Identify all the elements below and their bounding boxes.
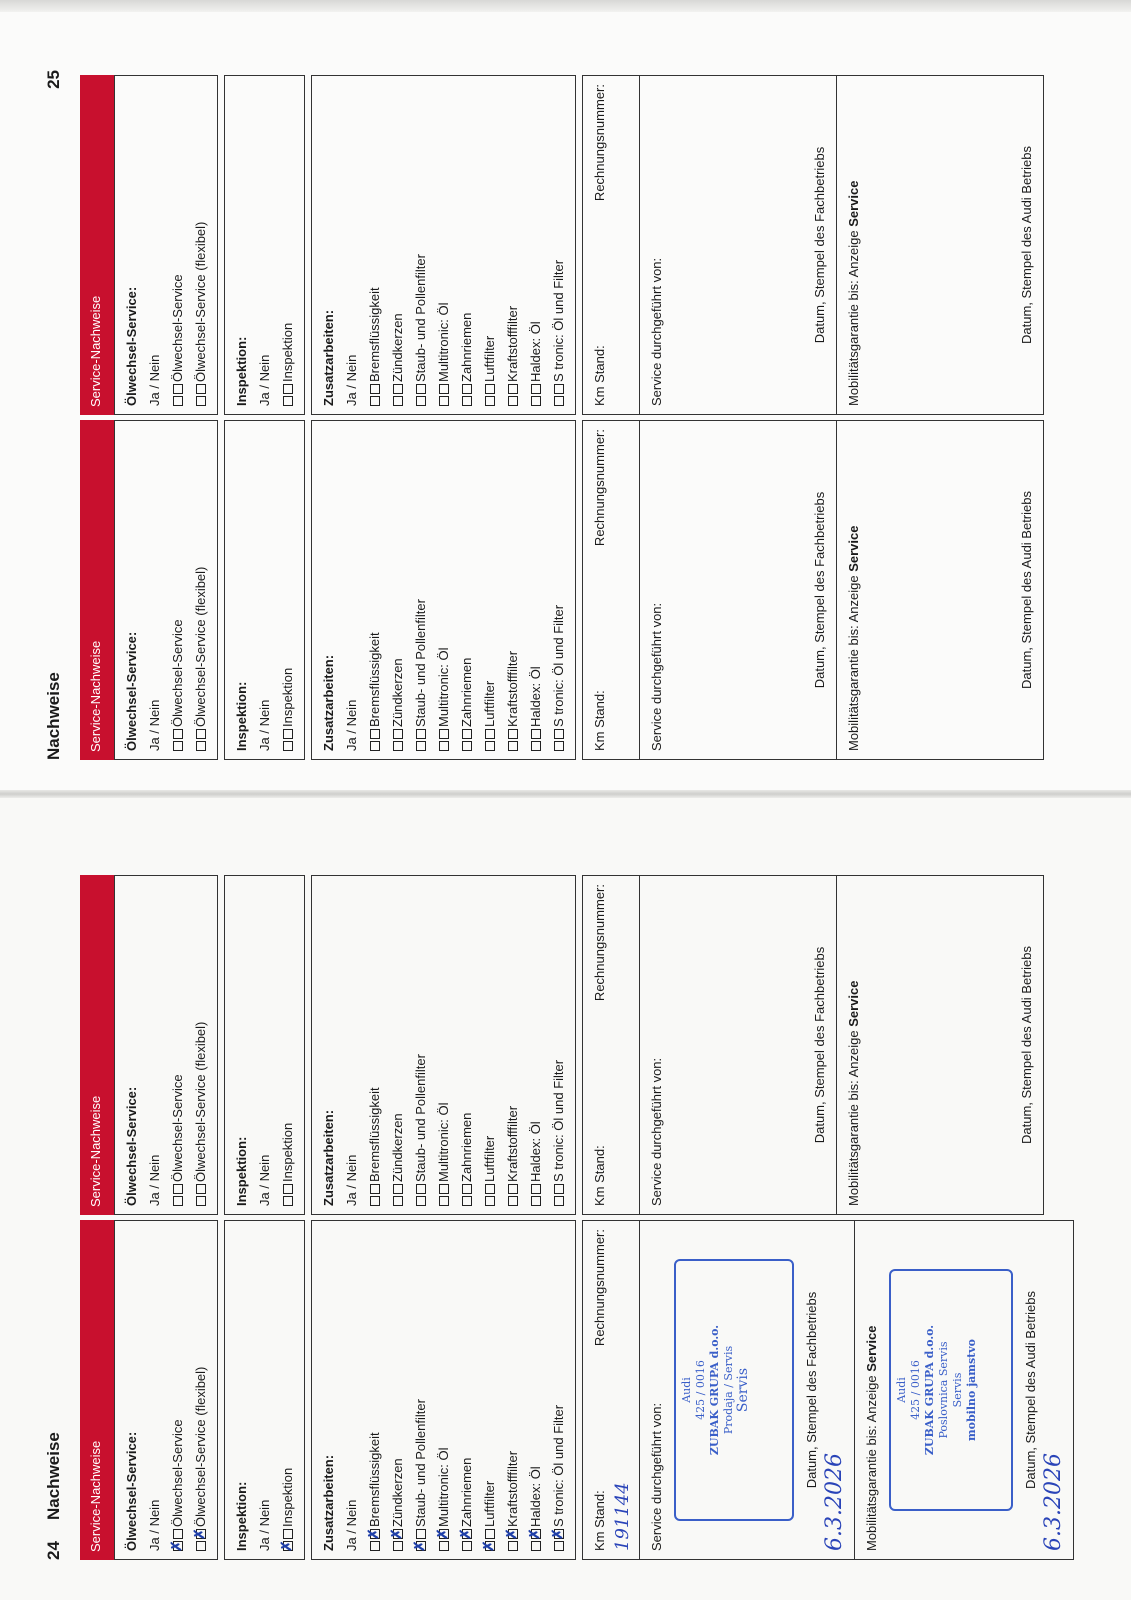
checkbox-yes[interactable] xyxy=(196,741,206,751)
km-invoice-box xyxy=(582,875,640,1215)
extra-work-box xyxy=(311,1220,576,1560)
checkbox-no[interactable] xyxy=(531,384,541,394)
checkbox-no[interactable] xyxy=(485,1184,495,1194)
checkbox-no[interactable] xyxy=(416,729,426,739)
km-value-handwritten: 191144 xyxy=(612,1482,633,1551)
yes-no-label: Ja / Nein xyxy=(257,699,272,751)
oil-service-box xyxy=(114,420,218,760)
extra-item: Kraftstofffilter xyxy=(501,84,524,406)
invoice-label: Rechnungsnummer: xyxy=(592,884,607,1002)
extra-item: ✗ Zündkerzen xyxy=(386,1229,409,1551)
checkbox-yes-checked[interactable] xyxy=(283,1541,293,1551)
extra-item: Haldex: Öl xyxy=(524,429,547,751)
checkbox-no[interactable] xyxy=(485,1529,495,1539)
checkbox-yes[interactable] xyxy=(173,396,183,406)
service-record-column xyxy=(80,75,1044,415)
checkbox-yes[interactable] xyxy=(531,396,541,406)
checkbox-no[interactable] xyxy=(173,729,183,739)
inspection-option: Inspektion xyxy=(276,429,299,751)
extra-item: S tronic: Öl und Filter xyxy=(547,84,570,406)
yes-no-label: Ja / Nein xyxy=(344,699,359,751)
oil-heading: Ölwechsel-Service: xyxy=(124,286,139,406)
checkbox-no[interactable] xyxy=(283,1529,293,1539)
checkbox-yes[interactable] xyxy=(531,1196,541,1206)
checkbox-no[interactable] xyxy=(508,1184,518,1194)
checkbox-yes[interactable] xyxy=(462,1196,472,1206)
performed-by-label: Service durchgeführt von: xyxy=(649,1057,664,1206)
km-label: Km Stand: xyxy=(592,690,607,751)
checkbox-yes[interactable] xyxy=(485,741,495,751)
km-invoice-box xyxy=(582,420,640,760)
inspection-box xyxy=(224,420,305,760)
dealer-signature-label: Datum, Stempel des Fachbetriebs xyxy=(812,146,827,344)
mobility-label: Mobilitätsgarantie bis: Anzeige Service xyxy=(846,525,861,751)
inspection-box xyxy=(224,1220,305,1560)
inspection-heading: Inspektion: xyxy=(234,681,249,751)
oil-heading: Ölwechsel-Service: xyxy=(124,1431,139,1551)
checkbox-no[interactable] xyxy=(439,1184,449,1194)
inspection-heading: Inspektion: xyxy=(234,1481,249,1551)
oil-option-2: Ölwechsel-Service (flexibel) xyxy=(189,884,212,1206)
checkbox-no[interactable] xyxy=(439,384,449,394)
extra-item: Zündkerzen xyxy=(386,884,409,1206)
checkbox-yes[interactable] xyxy=(485,396,495,406)
checkbox-yes[interactable] xyxy=(439,1541,449,1551)
checkbox-yes[interactable] xyxy=(173,741,183,751)
checkbox-yes[interactable] xyxy=(531,1541,541,1551)
checkbox-yes[interactable] xyxy=(283,1196,293,1206)
oil-service-box xyxy=(114,1220,218,1560)
checkbox-no-checked[interactable] xyxy=(439,1529,449,1539)
checkbox-no[interactable] xyxy=(370,1184,380,1194)
checkbox-no[interactable] xyxy=(416,1184,426,1194)
checkbox-no[interactable] xyxy=(393,384,403,394)
extra-work-box xyxy=(311,875,576,1215)
page-fold xyxy=(0,790,1131,798)
page-title: Nachweise xyxy=(44,672,63,760)
checkbox-yes[interactable] xyxy=(283,396,293,406)
service-record-column xyxy=(80,875,1044,1215)
km-invoice-box xyxy=(582,1220,640,1560)
extra-heading: Zusatzarbeiten: xyxy=(321,1109,336,1206)
oil-option-1: ✗ Ölwechsel-Service xyxy=(166,1229,189,1551)
extra-item: Kraftstofffilter xyxy=(501,429,524,751)
performed-by-label: Service durchgeführt von: xyxy=(649,1402,664,1551)
audi-signature-label: Datum, Stempel des Audi Betriebs xyxy=(1019,146,1034,344)
checkbox-yes[interactable] xyxy=(508,396,518,406)
checkbox-no[interactable] xyxy=(554,729,564,739)
performed-by-label: Service durchgeführt von: xyxy=(649,257,664,406)
inspection-box xyxy=(224,75,305,415)
checkbox-yes[interactable] xyxy=(508,1541,518,1551)
checkbox-no-checked[interactable] xyxy=(370,1529,380,1539)
extra-item: Zahnriemen xyxy=(455,429,478,751)
checkbox-yes-checked[interactable] xyxy=(485,1541,495,1551)
checkbox-yes[interactable] xyxy=(462,396,472,406)
invoice-label: Rechnungsnummer: xyxy=(592,84,607,202)
checkbox-yes[interactable] xyxy=(196,1196,206,1206)
checkbox-yes[interactable] xyxy=(393,1196,403,1206)
mobility-box xyxy=(837,75,1044,415)
mobility-box xyxy=(837,875,1044,1215)
checkbox-yes[interactable] xyxy=(393,1541,403,1551)
extra-item: ✗ S tronic: Öl und Filter xyxy=(547,1229,570,1551)
extra-item: Zündkerzen xyxy=(386,84,409,406)
checkbox-yes[interactable] xyxy=(462,741,472,751)
oil-option-1: Ölwechsel-Service xyxy=(166,429,189,751)
inspection-option: Inspektion xyxy=(276,884,299,1206)
audi-date-handwritten: 6.3.2026 xyxy=(1041,1453,1066,1551)
checkbox-yes[interactable] xyxy=(439,396,449,406)
page-25-content xyxy=(40,70,1080,760)
extra-item: Zündkerzen xyxy=(386,429,409,751)
inspection-option: Inspektion xyxy=(276,84,299,406)
page-header xyxy=(40,70,80,760)
yes-no-label: Ja / Nein xyxy=(257,1499,272,1551)
checkbox-no[interactable] xyxy=(416,384,426,394)
checkbox-no[interactable] xyxy=(462,729,472,739)
dealer-stamp: Audi 425 / 0016 ZUBAK GRUPA d.o.o. Prodaja / Servis Servis xyxy=(674,1259,794,1521)
oil-option-2: Ölwechsel-Service (flexibel) xyxy=(189,84,212,406)
performed-by-box xyxy=(640,420,837,760)
extra-item: Multitronic: Öl xyxy=(432,884,455,1206)
extra-item: ✗ Bremsflüssigkeit xyxy=(363,1229,386,1551)
service-record-column-filled xyxy=(80,1220,1074,1560)
extra-item: Kraftstofffilter xyxy=(501,884,524,1206)
extra-work-box xyxy=(311,75,576,415)
oil-service-box xyxy=(114,875,218,1215)
checkbox-yes[interactable] xyxy=(554,1541,564,1551)
checkbox-yes[interactable] xyxy=(508,741,518,751)
extra-heading: Zusatzarbeiten: xyxy=(321,654,336,751)
yes-no-label: Ja / Nein xyxy=(344,1154,359,1206)
yes-no-label: Ja / Nein xyxy=(344,354,359,406)
checkbox-no[interactable] xyxy=(196,729,206,739)
checkbox-no[interactable] xyxy=(173,1184,183,1194)
checkbox-yes[interactable] xyxy=(508,1196,518,1206)
checkbox-no[interactable] xyxy=(508,729,518,739)
checkbox-yes[interactable] xyxy=(531,741,541,751)
extra-item: Zahnriemen xyxy=(455,884,478,1206)
oil-option-2: ✗ Ölwechsel-Service (flexibel) xyxy=(189,1229,212,1551)
dealer-signature-label: Datum, Stempel des Fachbetriebs xyxy=(812,491,827,689)
checkbox-no-checked[interactable] xyxy=(393,1529,403,1539)
extra-item: Zahnriemen xyxy=(455,84,478,406)
page-number: 24 xyxy=(44,1541,63,1560)
checkbox-no[interactable] xyxy=(393,729,403,739)
checkbox-yes[interactable] xyxy=(416,1196,426,1206)
audi-stamp: Audi 425 / 0016 ZUBAK GRUPA d.o.o. Poslovnica Servis Servis mobilno jamstvo xyxy=(889,1269,1013,1511)
page-header xyxy=(40,860,80,1560)
checkbox-yes[interactable] xyxy=(370,1196,380,1206)
extra-item: Staub- und Pollenfilter xyxy=(409,884,432,1206)
checkbox-no[interactable] xyxy=(508,384,518,394)
checkbox-yes[interactable] xyxy=(370,396,380,406)
yes-no-label: Ja / Nein xyxy=(147,1154,162,1206)
checkbox-no[interactable] xyxy=(531,1184,541,1194)
oil-heading: Ölwechsel-Service: xyxy=(124,1086,139,1206)
checkbox-no[interactable] xyxy=(196,384,206,394)
km-label: Km Stand: xyxy=(592,345,607,406)
checkbox-yes[interactable] xyxy=(283,741,293,751)
checkbox-no[interactable] xyxy=(393,1184,403,1194)
checkbox-no[interactable] xyxy=(554,384,564,394)
dealer-signature-label: Datum, Stempel des Fachbetriebs xyxy=(812,946,827,1144)
checkbox-yes-checked[interactable] xyxy=(416,1541,426,1551)
inspection-box xyxy=(224,875,305,1215)
inspection-heading: Inspektion: xyxy=(234,336,249,406)
checkbox-yes[interactable] xyxy=(554,396,564,406)
inspection-heading: Inspektion: xyxy=(234,1136,249,1206)
extra-item: Staub- und Pollenfilter xyxy=(409,84,432,406)
checkbox-no[interactable] xyxy=(416,1529,426,1539)
record-header-band: Service-Nachweise xyxy=(80,875,114,1215)
checkbox-yes[interactable] xyxy=(439,741,449,751)
invoice-label: Rechnungsnummer: xyxy=(592,1229,607,1347)
mobility-box xyxy=(837,420,1044,760)
page-title: Nachweise xyxy=(44,1432,63,1520)
performed-by-label: Service durchgeführt von: xyxy=(649,602,664,751)
checkbox-yes-checked[interactable] xyxy=(173,1541,183,1551)
checkbox-no[interactable] xyxy=(370,729,380,739)
checkbox-no-checked[interactable] xyxy=(554,1529,564,1539)
checkbox-no[interactable] xyxy=(462,384,472,394)
checkbox-yes[interactable] xyxy=(554,1196,564,1206)
audi-signature-label: Datum, Stempel des Audi Betriebs xyxy=(1019,491,1034,689)
extra-item: Bremsflüssigkeit xyxy=(363,429,386,751)
dealer-signature-label: Datum, Stempel des Fachbetriebs xyxy=(804,1291,819,1489)
yes-no-label: Ja / Nein xyxy=(147,699,162,751)
mobility-label: Mobilitätsgarantie bis: Anzeige Service xyxy=(846,980,861,1206)
checkbox-yes[interactable] xyxy=(416,396,426,406)
checkbox-no[interactable] xyxy=(439,729,449,739)
record-header-band: Service-Nachweise xyxy=(80,75,114,415)
extra-item: ✗ Staub- und Pollenfilter xyxy=(409,1229,432,1551)
oil-option-1: Ölwechsel-Service xyxy=(166,84,189,406)
yes-no-label: Ja / Nein xyxy=(257,354,272,406)
checkbox-no-checked[interactable] xyxy=(508,1529,518,1539)
audi-signature-label: Datum, Stempel des Audi Betriebs xyxy=(1023,1291,1038,1489)
mobility-label: Mobilitätsgarantie bis: Anzeige Service xyxy=(864,1325,879,1551)
dealer-date-handwritten: 6.3.2026 xyxy=(822,1453,847,1551)
extra-item: Luftfilter xyxy=(478,884,501,1206)
extra-item: Luftfilter xyxy=(478,84,501,406)
mobility-box xyxy=(855,1220,1074,1560)
km-label: Km Stand: xyxy=(592,1145,607,1206)
oil-heading: Ölwechsel-Service: xyxy=(124,631,139,751)
checkbox-yes[interactable] xyxy=(393,396,403,406)
extra-item: ✗ Luftfilter xyxy=(478,1229,501,1551)
performed-by-box xyxy=(640,875,837,1215)
extra-item: Staub- und Pollenfilter xyxy=(409,429,432,751)
km-label: Km Stand: xyxy=(592,1490,607,1551)
page-24-content xyxy=(40,860,1080,1560)
checkbox-no[interactable] xyxy=(173,1529,183,1539)
record-header-band: Service-Nachweise xyxy=(80,1220,114,1560)
extra-item: ✗ Haldex: Öl xyxy=(524,1229,547,1551)
checkbox-no[interactable] xyxy=(173,384,183,394)
km-invoice-box xyxy=(582,75,640,415)
checkbox-no-checked[interactable] xyxy=(196,1529,206,1539)
checkbox-yes[interactable] xyxy=(462,1541,472,1551)
checkbox-yes[interactable] xyxy=(196,1541,206,1551)
checkbox-no[interactable] xyxy=(283,384,293,394)
checkbox-yes[interactable] xyxy=(416,741,426,751)
extra-heading: Zusatzarbeiten: xyxy=(321,309,336,406)
extra-item: S tronic: Öl und Filter xyxy=(547,429,570,751)
checkbox-no[interactable] xyxy=(283,729,293,739)
extra-item: ✗ Multitronic: Öl xyxy=(432,1229,455,1551)
inspection-option: ✗ Inspektion xyxy=(276,1229,299,1551)
page-edge xyxy=(0,0,1131,12)
checkbox-no[interactable] xyxy=(196,1184,206,1194)
checkbox-yes[interactable] xyxy=(370,741,380,751)
extra-item: Bremsflüssigkeit xyxy=(363,884,386,1206)
record-header-band: Service-Nachweise xyxy=(80,420,114,760)
checkbox-no-checked[interactable] xyxy=(531,1529,541,1539)
extra-item: Multitronic: Öl xyxy=(432,84,455,406)
extra-item: ✗ Kraftstofffilter xyxy=(501,1229,524,1551)
checkbox-no[interactable] xyxy=(554,1184,564,1194)
checkbox-no-checked[interactable] xyxy=(462,1529,472,1539)
checkbox-yes[interactable] xyxy=(485,1196,495,1206)
yes-no-label: Ja / Nein xyxy=(147,1499,162,1551)
extra-item: S tronic: Öl und Filter xyxy=(547,884,570,1206)
checkbox-yes[interactable] xyxy=(554,741,564,751)
oil-service-box xyxy=(114,75,218,415)
audi-signature-label: Datum, Stempel des Audi Betriebs xyxy=(1019,946,1034,1144)
checkbox-yes[interactable] xyxy=(196,396,206,406)
checkbox-no[interactable] xyxy=(370,384,380,394)
extra-item: Haldex: Öl xyxy=(524,884,547,1206)
checkbox-yes[interactable] xyxy=(173,1196,183,1206)
checkbox-yes[interactable] xyxy=(370,1541,380,1551)
checkbox-yes[interactable] xyxy=(439,1196,449,1206)
checkbox-no[interactable] xyxy=(485,729,495,739)
yes-no-label: Ja / Nein xyxy=(257,1154,272,1206)
extra-item: ✗ Zahnriemen xyxy=(455,1229,478,1551)
invoice-label: Rechnungsnummer: xyxy=(592,429,607,547)
yes-no-label: Ja / Nein xyxy=(147,354,162,406)
performed-by-box xyxy=(640,75,837,415)
extra-item: Luftfilter xyxy=(478,429,501,751)
checkbox-no[interactable] xyxy=(531,729,541,739)
checkbox-no[interactable] xyxy=(283,1184,293,1194)
mobility-label: Mobilitätsgarantie bis: Anzeige Service xyxy=(846,180,861,406)
extra-item: Multitronic: Öl xyxy=(432,429,455,751)
checkbox-no[interactable] xyxy=(462,1184,472,1194)
checkbox-yes[interactable] xyxy=(393,741,403,751)
service-record-column xyxy=(80,420,1044,760)
page-number: 25 xyxy=(44,70,63,89)
extra-item: Bremsflüssigkeit xyxy=(363,84,386,406)
oil-option-1: Ölwechsel-Service xyxy=(166,884,189,1206)
yes-no-label: Ja / Nein xyxy=(344,1499,359,1551)
extra-item: Haldex: Öl xyxy=(524,84,547,406)
extra-heading: Zusatzarbeiten: xyxy=(321,1454,336,1551)
performed-by-box xyxy=(640,1220,855,1560)
oil-option-2: Ölwechsel-Service (flexibel) xyxy=(189,429,212,751)
checkbox-no[interactable] xyxy=(485,384,495,394)
extra-work-box xyxy=(311,420,576,760)
